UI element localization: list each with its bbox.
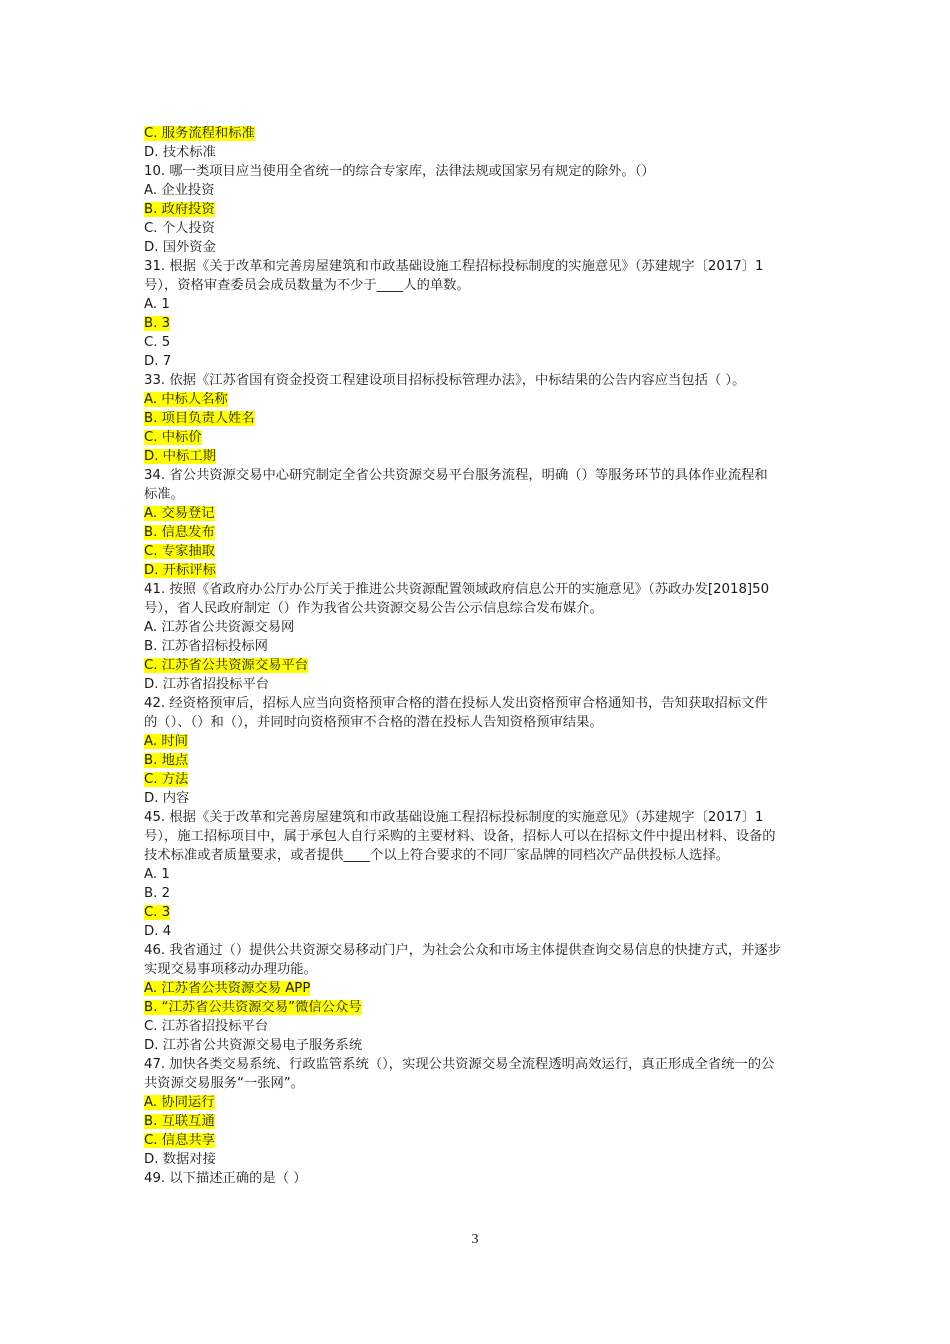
highlighted-answer: C. 江苏省公共资源交易平台	[144, 658, 309, 673]
highlighted-answer: B. 项目负责人姓名	[144, 411, 255, 426]
text-line	[144, 941, 810, 960]
text-line	[144, 523, 810, 542]
text-line	[144, 333, 810, 352]
line-text: 号），施工招标项目中，属于承包人自行采购的主要材料、设备，招标人可以在招标文件中提出材料、设备的	[144, 829, 776, 844]
text-line	[144, 1036, 810, 1055]
text-line	[144, 599, 810, 618]
text-line	[144, 1131, 810, 1150]
text-line	[144, 1074, 810, 1093]
line-text: D. 内容	[144, 791, 190, 806]
text-line	[144, 884, 810, 903]
line-text: D. 数据对接	[144, 1152, 216, 1167]
text-line	[144, 675, 810, 694]
line-text: 号），资格审查委员会成员数量为不少于____人的单数。	[144, 278, 470, 293]
text-line	[144, 1055, 810, 1074]
highlighted-answer: B. “江苏省公共资源交易”微信公众号	[144, 1000, 362, 1015]
line-text: 的（）、（）和（），并同时向资格预审不合格的潜在投标人告知资格预审结果。	[144, 715, 603, 730]
text-line	[144, 1093, 810, 1112]
highlighted-answer: C. 方法	[144, 772, 189, 787]
document-body	[144, 124, 810, 1188]
line-text: A. 企业投资	[144, 183, 215, 198]
highlighted-answer: C. 信息共享	[144, 1133, 215, 1148]
line-text: 31. 根据《关于改革和完善房屋建筑和市政基础设施工程招标投标制度的实施意见》（苏建规字〔2017〕1	[144, 259, 764, 274]
text-line	[144, 846, 810, 865]
text-line	[144, 219, 810, 238]
text-line	[144, 409, 810, 428]
text-line	[144, 295, 810, 314]
line-text: 10. 哪一类项目应当使用全省统一的综合专家库，法律法规或国家另有规定的除外。（）	[144, 164, 655, 179]
line-text: D. 江苏省公共资源交易电子服务系统	[144, 1038, 363, 1053]
highlighted-answer: C. 3	[144, 905, 171, 920]
text-line	[144, 827, 810, 846]
text-line	[144, 922, 810, 941]
line-text: 标准。	[144, 487, 184, 502]
text-line	[144, 162, 810, 181]
line-text: D. 国外资金	[144, 240, 216, 255]
text-line	[144, 352, 810, 371]
text-line	[144, 656, 810, 675]
text-line	[144, 143, 810, 162]
text-line	[144, 561, 810, 580]
text-line	[144, 371, 810, 390]
line-text: A. 1	[144, 297, 170, 312]
text-line	[144, 979, 810, 998]
text-line	[144, 808, 810, 827]
text-line	[144, 390, 810, 409]
highlighted-answer: B. 地点	[144, 753, 189, 768]
highlighted-answer: A. 中标人名称	[144, 392, 228, 407]
highlighted-answer: A. 协同运行	[144, 1095, 215, 1110]
text-line	[144, 428, 810, 447]
line-text: D. 技术标准	[144, 145, 216, 160]
highlighted-answer: D. 开标评标	[144, 563, 216, 578]
text-line	[144, 124, 810, 143]
text-line	[144, 447, 810, 466]
highlighted-answer: B. 互联互通	[144, 1114, 215, 1129]
line-text: 49. 以下描述正确的是（ ）	[144, 1171, 307, 1186]
text-line	[144, 181, 810, 200]
text-line	[144, 713, 810, 732]
text-line	[144, 1169, 810, 1188]
text-line	[144, 618, 810, 637]
text-line	[144, 960, 810, 979]
text-line	[144, 998, 810, 1017]
text-line	[144, 257, 810, 276]
line-text: 47. 加快各类交易系统、行政监管系统（），实现公共资源交易全流程透明高效运行，真正形成全省统一的公	[144, 1057, 775, 1072]
line-text: 34. 省公共资源交易中心研究制定全省公共资源交易平台服务流程，明确（）等服务环节的具体作业流程和	[144, 468, 768, 483]
line-text: 技术标准或者质量要求，或者提供____个以上符合要求的不同厂家品牌的同档次产品供投标人选择。	[144, 848, 730, 863]
text-line	[144, 865, 810, 884]
line-text: B. 2	[144, 886, 171, 901]
text-line	[144, 694, 810, 713]
text-line	[144, 314, 810, 333]
text-line	[144, 485, 810, 504]
highlighted-answer: A. 时间	[144, 734, 188, 749]
text-line	[144, 200, 810, 219]
line-text: A. 江苏省公共资源交易网	[144, 620, 295, 635]
text-line	[144, 1150, 810, 1169]
text-line	[144, 770, 810, 789]
highlighted-answer: A. 交易登记	[144, 506, 215, 521]
text-line	[144, 637, 810, 656]
line-text: A. 1	[144, 867, 170, 882]
highlighted-answer: A. 江苏省公共资源交易 APP	[144, 981, 311, 996]
line-text: 33. 依据《江苏省国有资金投资工程建设项目招标投标管理办法》，中标结果的公告内容应当包括（ ）。	[144, 373, 746, 388]
text-line	[144, 542, 810, 561]
text-line	[144, 504, 810, 523]
line-text: D. 江苏省招投标平台	[144, 677, 270, 692]
line-text: 42. 经资格预审后，招标人应当向资格预审合格的潜在投标人发出资格预审合格通知书，告知获取招标文件	[144, 696, 768, 711]
text-line	[144, 751, 810, 770]
highlighted-answer: C. 服务流程和标准	[144, 126, 255, 141]
highlighted-answer: B. 政府投资	[144, 202, 215, 217]
text-line	[144, 789, 810, 808]
text-line	[144, 580, 810, 599]
highlighted-answer: B. 3	[144, 316, 171, 331]
page-number: 3	[471, 1232, 479, 1247]
line-text: D. 4	[144, 924, 172, 939]
line-text: D. 7	[144, 354, 172, 369]
line-text: 号），省人民政府制定（）作为我省公共资源交易公告公示信息综合发布媒介。	[144, 601, 603, 616]
highlighted-answer: C. 专家抽取	[144, 544, 215, 559]
text-line	[144, 276, 810, 295]
line-text: C. 5	[144, 335, 171, 350]
text-line	[144, 1112, 810, 1131]
highlighted-answer: C. 中标价	[144, 430, 202, 445]
text-line	[144, 238, 810, 257]
line-text: 46. 我省通过（）提供公共资源交易移动门户，为社会公众和市场主体提供查询交易信息的快捷方式，并逐步	[144, 943, 782, 958]
line-text: 共资源交易服务“一张网”。	[144, 1076, 305, 1091]
line-text: C. 江苏省招投标平台	[144, 1019, 269, 1034]
text-line	[144, 732, 810, 751]
text-line	[144, 1017, 810, 1036]
highlighted-answer: B. 信息发布	[144, 525, 215, 540]
line-text: 实现交易事项移动办理功能。	[144, 962, 317, 977]
line-text: 41. 按照《省政府办公厅办公厅关于推进公共资源配置领域政府信息公开的实施意见》（苏政办发[2018]50	[144, 582, 770, 597]
text-line	[144, 903, 810, 922]
text-line	[144, 466, 810, 485]
highlighted-answer: D. 中标工期	[144, 449, 216, 464]
line-text: 45. 根据《关于改革和完善房屋建筑和市政基础设施工程招标投标制度的实施意见》（苏建规字〔2017〕1	[144, 810, 764, 825]
line-text: C. 个人投资	[144, 221, 215, 236]
line-text: B. 江苏省招标投标网	[144, 639, 268, 654]
